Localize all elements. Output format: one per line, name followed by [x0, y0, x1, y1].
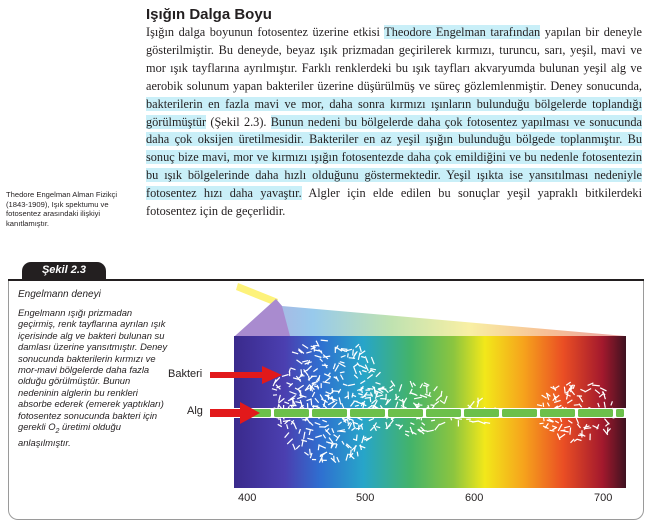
light-fan: [235, 299, 625, 336]
bacterium: [370, 398, 371, 402]
section-title: Işığın Dalga Boyu: [146, 6, 272, 23]
alga-cell: [578, 409, 613, 417]
alga-cell: [388, 409, 423, 417]
bacterium: [318, 444, 319, 450]
bacterium: [341, 349, 348, 350]
alga-cell: [616, 409, 624, 417]
light-fan-violet: [235, 299, 290, 336]
bacterium: [321, 340, 328, 341]
alga-cell: [350, 409, 385, 417]
side-note: Thedore Engelman Alman Fizikçi (1843-1909), Işık spektumu ve fotosentez arasındaki ilişkiyi kanıtlamıştır.: [6, 190, 118, 228]
bacterium: [416, 405, 423, 406]
bacteria-label: Bakteri: [168, 368, 203, 380]
bacterium: [357, 452, 358, 457]
bacterium: [310, 449, 311, 455]
axis-tick-500: 500: [356, 492, 375, 504]
bacterium: [423, 386, 428, 387]
figure-caption-title: Engelmann deneyi: [18, 289, 101, 300]
alga-cell: [540, 409, 575, 417]
bacterium: [356, 428, 361, 429]
alga-cell: [312, 409, 347, 417]
bacterium: [322, 458, 323, 463]
highlighted-text: Bunun nedeni bu bölgelerde daha çok fotosentez yapılması ve sonucunda daha çok oksijen üretilmesidir. Bakteriler en az yeşil ışığın bulunduğu bölgede toplanmıştır. Bu sonuç bize mavi, mor ve kırmızı ışığın fotosentezde daha çok emildiğini ve bu nedenle fotosentezin bu ışık bölgelerinde daha hızlı olduğunu göstermektedir. Yeşil ışıkta ise yansıtılması nedeniyle fotosentez hızı daha yavaştır.: [146, 114, 642, 201]
axis-tick-600: 600: [465, 492, 484, 504]
bacterium: [431, 420, 435, 421]
bacterium: [354, 401, 358, 402]
highlighted-text: Theodore Engelman tarafından: [384, 25, 541, 39]
caption-end: üretimi olduğu anlaşılmıştır.: [18, 421, 121, 449]
paragraph-text: Algler için elde edilen bu sonuçlar yeşil yapraklı bitkilerdeki fotosentez için de geçerlidir.: [146, 186, 642, 219]
bacterium: [311, 398, 312, 405]
figure-label: Şekil 2.3: [22, 262, 106, 279]
bacterium: [349, 358, 355, 359]
bacterium: [607, 427, 608, 433]
bacterium: [339, 431, 345, 432]
alga-cell: [274, 409, 309, 417]
alga-filament: [236, 409, 624, 417]
bacterium: [348, 420, 349, 424]
bacterium: [353, 350, 354, 356]
bacterium: [570, 428, 571, 435]
caption-main: Engelmann ışığı prizmadan geçirmiş, renk tayflarına ayrılan ışık içerisinde alg ve bakteri bulunan su damlası üzerine yansıtmıştır. Deney sonucunda bakterilerin kırmızı ve mor-mavi bölgelerde daha fazla olduğu görülmüştür. Bunun nedeninin alglerin bu renkleri absorbe ederek (emerek yaptıkları) fotosentez sonucunda bakteri için gerekli O: [18, 307, 168, 433]
light-beam: [236, 283, 278, 306]
alga-label: Alg: [187, 405, 203, 417]
paragraph-text: Işığın dalga boyunun fotosentez üzerine etkisi: [146, 25, 385, 39]
alga-cell: [464, 409, 499, 417]
bacterium: [543, 403, 544, 407]
paragraph-text: (Şekil 2.3).: [206, 114, 271, 129]
alga-cell: [502, 409, 537, 417]
highlighted-text: bakterilerin en fazla mavi ve mor, daha sonra kırmızı ışınların bulunduğu bölgelerde toplandığı görülmüştür: [146, 96, 642, 129]
bacterium: [431, 405, 435, 406]
bacterium: [540, 423, 544, 424]
bacterium: [348, 353, 349, 357]
caption-subscript: 2: [55, 427, 60, 435]
bacterium: [368, 389, 374, 390]
bacterium: [374, 387, 375, 394]
alga-cell: [426, 409, 461, 417]
bacterium: [574, 405, 579, 406]
bacterium: [564, 387, 565, 394]
paragraph-text: yapılan bir deneyle gösterilmiştir. Bu deneyde, beyaz ışık prizmadan geçirilerek kırmızı, turuncu, sarı, yeşil, mavi ve mor ışık tayflarına ayrılmıştır. Farklı renklerdeki bu ışık tayfları akvaryumda bulunan yeşil alg ve aerobik solunum yapan bakteriler üzerine düşürülmüş ve süreç gözlemlenmiştir. Deney sonucunda,: [146, 25, 642, 93]
bacterium: [478, 398, 479, 404]
axis-tick-400: 400: [238, 492, 257, 504]
axis-tick-700: 700: [594, 492, 613, 504]
